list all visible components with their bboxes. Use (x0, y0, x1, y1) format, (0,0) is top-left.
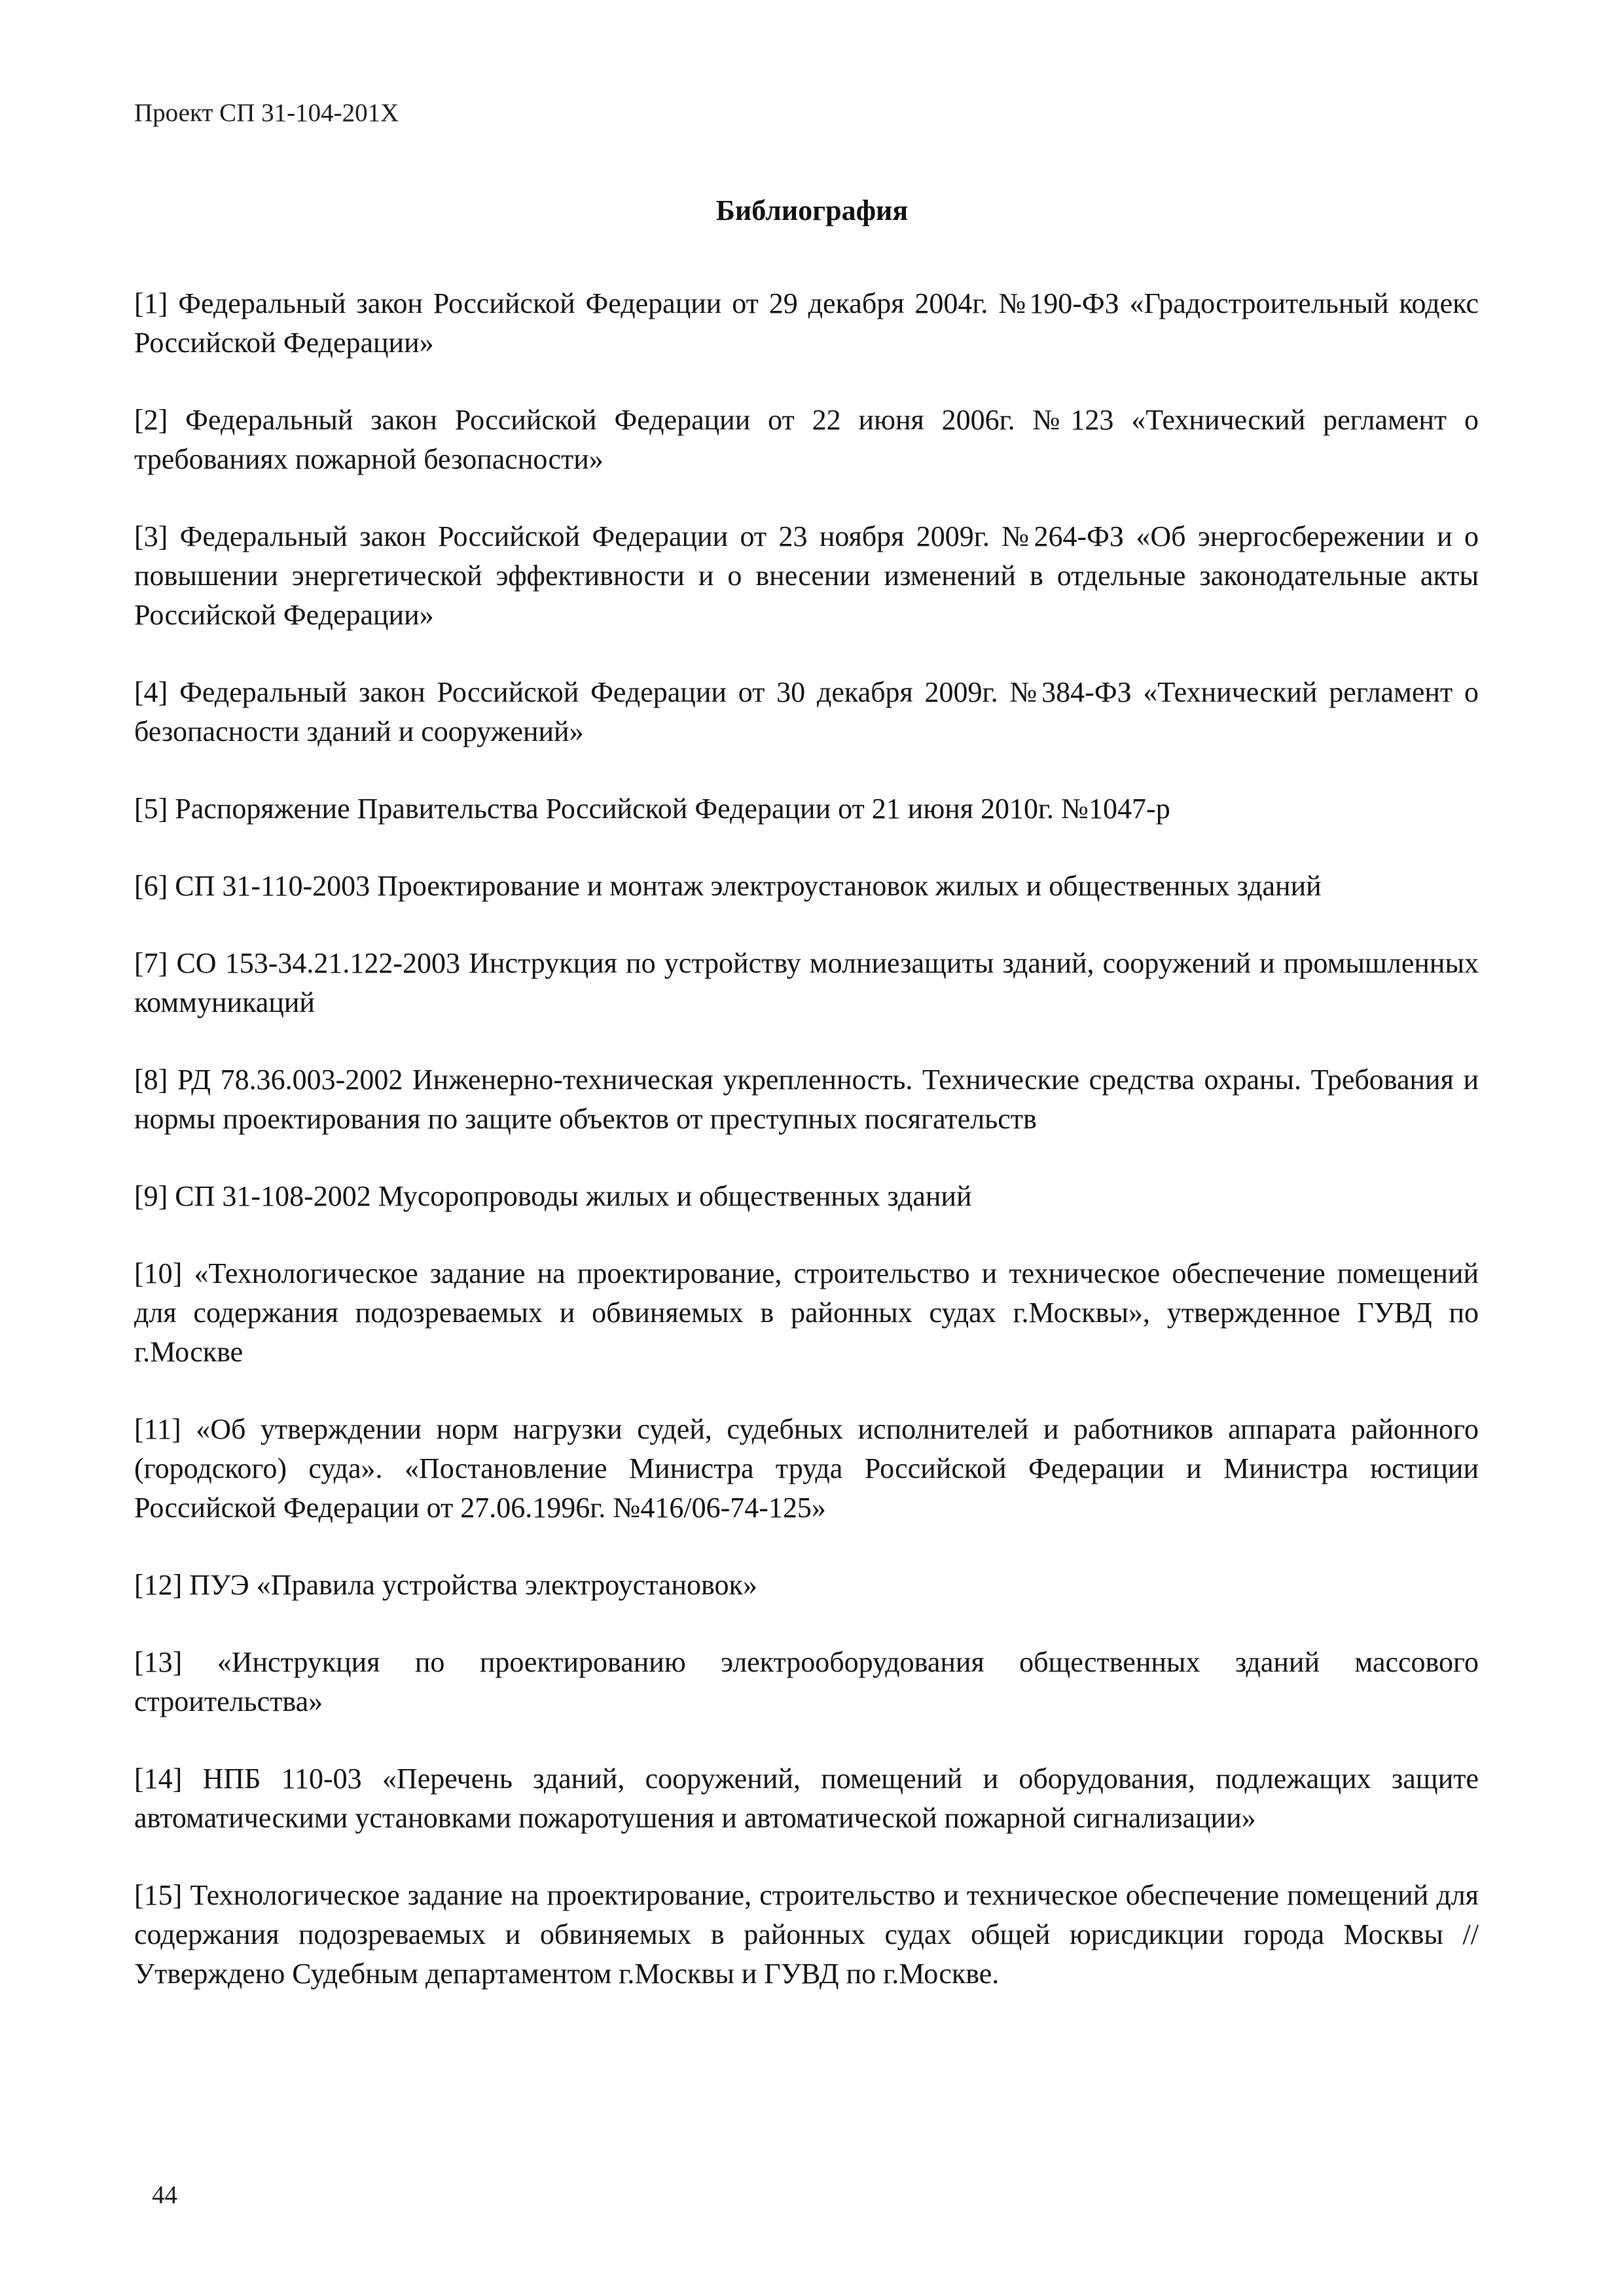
bibliography-item-2: [2] Федеральный закон Российской Федерации от 22 июня 2006г. №123 «Технический регламент о требованиях пожарной безопасности» (134, 404, 1479, 475)
running-header: Проект СП 31-104-201Х (134, 99, 399, 127)
bibliography-item-13: [13] «Инструкция по проектированию электрооборудования общественных зданий массового строительства» (134, 1646, 1479, 1717)
bibliography-item-4: [4] Федеральный закон Российской Федерации от 30 декабря 2009г. №384-ФЗ «Технический регламент о безопасности зданий и сооружений» (134, 676, 1479, 747)
bibliography-item-1: [1] Федеральный закон Российской Федерации от 29 декабря 2004г. №190-ФЗ «Градостроительный кодекс Российской Федерации» (134, 287, 1479, 359)
bibliography-item-3: [3] Федеральный закон Российской Федерации от 23 ноября 2009г. №264-ФЗ «Об энергосбережении и о повышении энергетической эффективности и о внесении изменений в отдельные законодательные акты Российской Федерации» (134, 520, 1479, 631)
bibliography-item-10: [10] «Технологическое задание на проектирование, строительство и техническое обеспечение помещений для содержания подозреваемых и обвиняемых в районных судах г.Москвы», утвержденное ГУВД по г.Москве (134, 1257, 1479, 1368)
bibliography-item-15: [15] Технологическое задание на проектирование, строительство и техническое обеспечение помещений для содержания подозреваемых и обвиняемых в районных судах общей юрисдикции города Москвы // Утверждено Судебным департаментом г.Москвы и ГУВД по г.Москве. (134, 1879, 1479, 1990)
page-title: Библиография (715, 194, 909, 226)
bibliography-item-6: [6] СП 31-110-2003 Проектирование и монтаж электроустановок жилых и общественных зданий (134, 870, 1322, 902)
bibliography-item-7: [7] СО 153-34.21.122-2003 Инструкция по устройству молниезащиты зданий, сооружений и промышленных коммуникаций (134, 947, 1479, 1018)
bibliography-item-9: [9] СП 31-108-2002 Мусоропроводы жилых и общественных зданий (134, 1180, 972, 1212)
bibliography-list (134, 284, 1479, 1994)
bibliography-item-5: [5] Распоряжение Правительства Российской Федерации от 21 июня 2010г. №1047-р (134, 793, 1170, 825)
bibliography-item-14: [14] НПБ 110-03 «Перечень зданий, сооружений, помещений и оборудования, подлежащих защите автоматическими установками пожаротушения и автоматической пожарной сигнализации» (134, 1763, 1479, 1834)
bibliography-item-8: [8] РД 78.36.003-2002 Инженерно-техническая укрепленность. Технические средства охраны. Требования и нормы проектирования по защите объектов от преступных посягательств (134, 1064, 1479, 1135)
bibliography-item-12: [12] ПУЭ «Правила устройства электроустановок» (134, 1569, 757, 1601)
page-number: 44 (152, 2181, 177, 2209)
bibliography-item-11: [11] «Об утверждении норм нагрузки судей, судебных исполнителей и работников аппарата районного (городского) суда». «Постановление Министра труда Российской Федерации и Министра юстиции Российской Федерации от 27.06.1996г. №416/06-74-125» (134, 1413, 1479, 1524)
